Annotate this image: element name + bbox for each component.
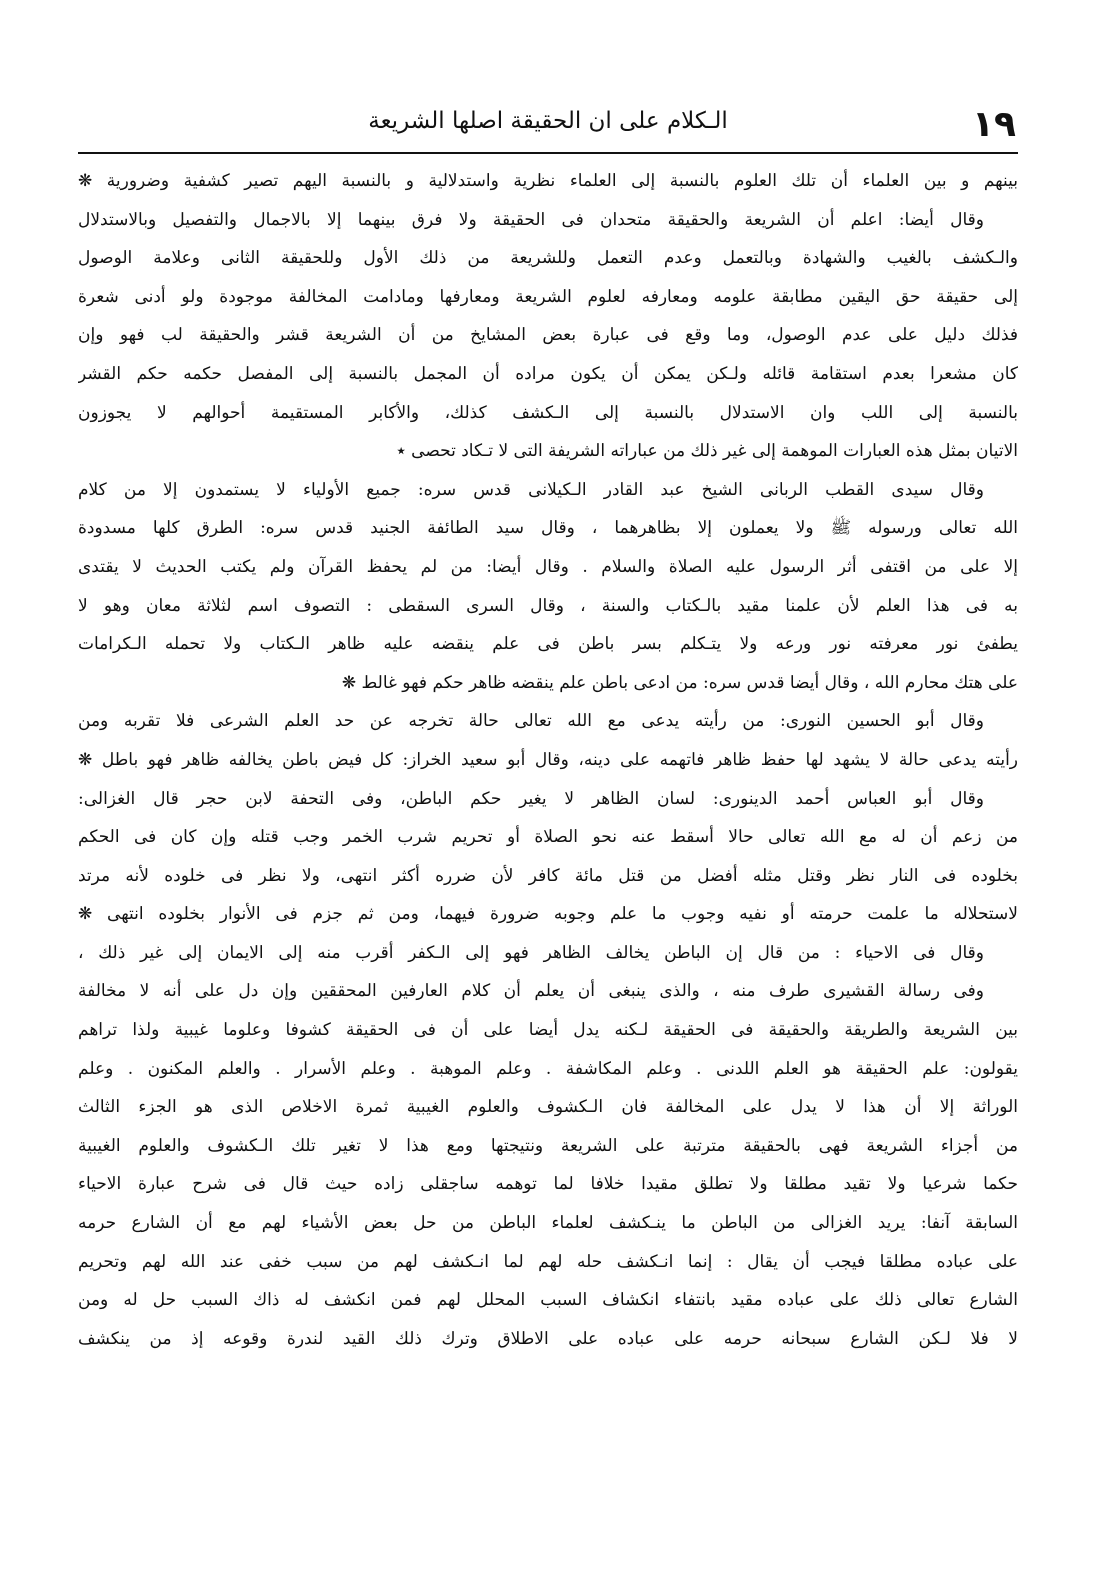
text-line: حكما شرعيا ولا تقيد مطلقا ولا تطلق مقيدا خلافا لما توهمه ساجقلى زاده حيث قال فى شرح عبارة الاحياء	[78, 1174, 1018, 1195]
text-line: إلا على من اقتفى أثر الرسول عليه الصلاة والسلام . وقال أيضا: من لم يحفظ القرآن ولم يكتب الحديث لا يقتدى	[78, 556, 1018, 577]
running-title: الـكلام على ان الحقيقة اصلها الشريعة	[368, 108, 728, 134]
page-number: ١٩	[972, 104, 1016, 145]
text-line: والـكشف بالغيب والشهادة وبالتعمل وعدم التعمل وللشريعة من ذلك الأول وللحقيقة الثانى وعلامة الوصول	[78, 248, 1018, 269]
text-line: كان مشعرا بعدم استقامة قائله ولـكن يمكن أن يكون مراده أن المجمل بالنسبة إلى المفصل حكمه حكم القشر	[78, 363, 1018, 384]
text-line: الاتيان بمثل هذه العبارات الموهمة إلى غير ذلك من عباراته الشريفة التى لا تـكاد تحصى ٭	[396, 441, 1018, 462]
text-line: وقال أيضا: اعلم أن الشريعة والحقيقة متحدان فى الحقيقة ولا فرق بينهما إلا بالاجمال والتفصيل وبالاستدلال	[78, 209, 984, 230]
book-page	[78, 96, 1018, 1536]
page-header	[78, 96, 1018, 154]
text-line: وقال أبو الحسين النورى: من رأيته يدعى مع الله تعالى حالة تخرجه عن حد العلم الشرعى فلا تقربه ومن	[78, 711, 984, 732]
text-line: بين الشريعة والطريقة والحقيقة فى الحقيقة لـكنه يدل أيضا على أن فى الحقيقة كشوفا وعلوما غيبية ولذا تراهم	[78, 1020, 1018, 1041]
text-line: الوراثة إلا أن هذا لا يدل على المخالفة فان الـكشوف والعلوم الغيبية ثمرة الاخلاص الذى هو الجزء الثالث	[78, 1097, 1018, 1118]
text-line: بخلوده فى النار نظر وقتل مثله أفضل من قتل مائة كافر لأن ضرره أكثر انتهى، ولا نظر فى خلوده لأنه مرتد	[78, 865, 1018, 886]
text-line: بالنسبة إلى اللب وان الاستدلال بالنسبة إلى الـكشف كذلك، والأكابر المستقيمة أحوالهم لا يجوزون	[78, 402, 1018, 423]
text-line: وقال فى الاحياء : من قال إن الباطن يخالف الظاهر فهو إلى الـكفر أقرب منه إلى الايمان إلى غير ذلك ،	[78, 942, 984, 963]
text-line: الله تعالى ورسوله ﷺ ولا يعملون إلا بظاهرهما ، وقال سيد الطائفة الجنيد قدس سره: الطرق كلها مسدودة	[78, 518, 1018, 539]
text-line: لاستحلاله ما علمت حرمته أو نفيه وجوب ما علم وجوبه ضرورة فيهما، ومن ثم جزم فى الأنوار بخلوده انتهى ❋	[78, 904, 1018, 925]
text-line: به فى هذا العلم لأن علمنا مقيد بالـكتاب والسنة ، وقال السرى السقطى : التصوف اسم لثلاثة معان وهو لا	[78, 595, 1018, 616]
text-line: بينهم و بين العلماء أن تلك العلوم بالنسبة إلى العلماء نظرية واستدلالية و بالنسبة اليهم تصير كشفية وضرورية ❋	[78, 171, 1018, 191]
text-line: من أجزاء الشريعة فهى بالحقيقة مترتبة على الشريعة ونتيجتها ومع هذا لا تغير تلك الـكشوف والعلوم الغيبية	[78, 1135, 1018, 1156]
text-line: لا فلا لـكن الشارع سبحانه حرمه على عباده على الاطلاق وترك ذلك القيد لندرة وقوعه إذ من ينكشف	[78, 1328, 1018, 1349]
text-line: على عباده مطلقا فيجب أن يقال : إنما انـكشف حله لهم لما انـكشف لهم من سبب خفى عند الله لهم وتحريم	[78, 1251, 1018, 1272]
text-line: يقولون: علم الحقيقة هو العلم اللدنى . وعلم المكاشفة . وعلم الموهبة . وعلم الأسرار . والعلم المكنون . وعلم	[78, 1058, 1018, 1079]
text-line: إلى حقيقة حق اليقين مطابقة علومه ومعارفه لعلوم الشريعة ومعارفها ومادامت المخالفة موجودة ولو أدنى شعرة	[78, 286, 1018, 307]
text-line: على هتك محارم الله ، وقال أيضا قدس سره: من ادعى باطن علم ينقضه ظاهر حكم فهو غالط ❋	[341, 672, 1018, 693]
text-line: من زعم أن له مع الله تعالى حالا أسقط عنه نحو الصلاة أو تحريم شرب الخمر وجب قتله وإن كان فى الحكم	[78, 827, 1018, 848]
text-line: وقال سيدى القطب الربانى الشيخ عبد القادر الـكيلانى قدس سره: جميع الأولياء لا يستمدون إلا من كلام	[78, 479, 984, 500]
text-line: وقال أبو العباس أحمد الدينورى: لسان الظاهر لا يغير حكم الباطن، وفى التحفة لابن حجر قال الغزالى:	[78, 788, 984, 809]
text-line: فذلك دليل على عدم الوصول، وما وقع فى عبارة بعض المشايخ من أن الشريعة قشر والحقيقة لب فهو وإن	[78, 325, 1018, 346]
text-line: يطفئ نور معرفته نور ورعه ولا يتـكلم بسر باطن فى علم ينقضه عليه ظاهر الـكتاب ولا تحمله الـكرامات	[78, 634, 1018, 655]
text-line: رأيته يدعى حالة لا يشهد لها حفظ ظاهر فاتهمه على دينه، وقال أبو سعيد الخراز: كل فيض باطن يخالفه ظاهر فهو باطل ❋	[78, 749, 1018, 770]
page-body-text	[78, 162, 1018, 1358]
text-line: وفى رسالة القشيرى طرف منه ، والذى ينبغى أن يعلم أن كلام العارفين المحققين وإن دل على أنه لا مخالفة	[78, 981, 984, 1002]
text-line: الشارع تعالى ذلك على عباده مقيد بانتفاء انكشاف السبب المحلل لهم فمن انكشف له ذاك السبب حل له ومن	[78, 1290, 1018, 1311]
text-line: السابقة آنفا: يريد الغزالى من الباطن ما ينـكشف لعلماء الباطن من حل بعض الأشياء لهم مع أن الشارع حرمه	[78, 1213, 1018, 1234]
